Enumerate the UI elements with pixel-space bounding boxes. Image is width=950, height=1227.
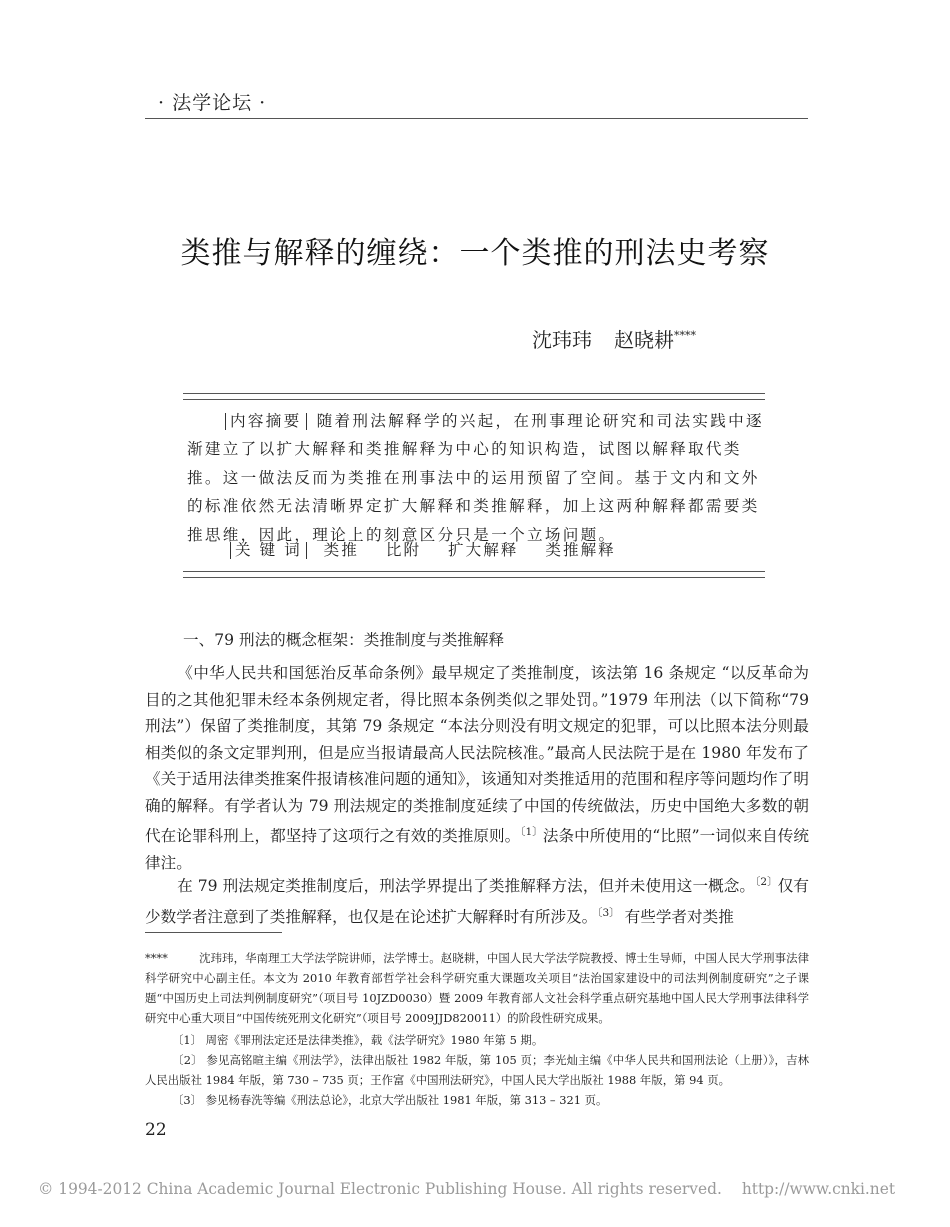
keyword: 类推 (323, 541, 359, 559)
footnote-text: 参见高铭暄主编《刑法学》，法律出版社 1982 年版，第 105 页；李光灿主编《中华人民共和国刑法论（上册）》，吉林人民出版社 1984 年版，第 730 – 735 页；王作富《中国刑法研究》，中国人民大学出版社 1988 年版，第 94 页。 (145, 1053, 809, 1087)
section-heading: 一、79 刑法的概念框架：类推制度与类推解释 (183, 631, 505, 649)
footnote-mark: 〔1〕 (172, 1033, 203, 1047)
footnote-ref[interactable]: 〔2〕 (755, 876, 778, 888)
author-name: 赵晓耕 (614, 328, 674, 352)
abstract-text: 随着刑法解释学的兴起，在刑事理论研究和司法实践中逐渐建立了以扩大解释和类推解释为中心的知识构造，试图以解释取代类推。这一做法反而为类推在刑事法中的运用预留了空间。基于文内和文外的标准依然无法清晰界定扩大解释和类推解释，加上这两种解释都需要类推思维，因此，理论上的刻意区分只是一个立场问题。 (187, 412, 764, 544)
abstract (187, 407, 767, 549)
abstract-bottom-rule (183, 571, 765, 578)
copyright-text: © 1994-2012 China Academic Journal Electronic Publishing House. All rights reserved. (38, 1180, 722, 1198)
column-label: · 法学论坛 · (158, 92, 267, 114)
keywords (230, 538, 636, 560)
paragraph-text: 《中华人民共和国惩治反革命条例》最早规定了类推制度，该法第 16 条规定 “以反革命为目的之其他犯罪未经本条例规定者，得比照本条例类似之罪处罚。”1979 年刑法（以下简称“79 刑法”）保留了类推制度，其第 79 条规定 “本法分则没有明文规定的犯罪，可以比照本法分则最相类似的条文定罪判刑，但是应当报请最高人民法院核准。”最高人民法院于是在 1980 年发布了《关于适用法律类推案件报请核准问题的通知》，该通知对类推适用的范围和程序等问题均作了明确的解释。有学者认为 79 刑法规定的类推制度延续了中国的传统做法，历史中国绝大多数的朝代在论罪科刑上，都坚持了这项行之有效的类推原则。 (145, 664, 809, 845)
copyright-footer (38, 1180, 895, 1198)
footnote (145, 1090, 809, 1110)
footnote (145, 1030, 809, 1050)
abstract-label: 内容摘要 (225, 413, 307, 430)
paragraph-text: 仅有少数学者注意到了类推解释，也仅是在论述扩大解释时有所涉及。 (145, 877, 809, 926)
footnote-mark: 〔2〕 (172, 1053, 203, 1067)
footnote-ref[interactable]: 〔3〕 (597, 906, 620, 919)
footnote-author (145, 948, 809, 1028)
keyword: 类推解释 (545, 541, 616, 559)
footnote-ref[interactable]: 〔1〕 (520, 826, 543, 838)
article-title: 类推与解释的缠绕：一个类推的刑法史考察 (180, 236, 770, 271)
keywords-label: 关 键 词 (230, 542, 307, 559)
paragraph-text: 在 79 刑法规定类推制度后，刑法学界提出了类推解释方法，但并未使用这一概念。 (177, 877, 756, 895)
footnote-rule (145, 932, 282, 933)
author-footnote-mark: **** (674, 329, 696, 342)
footnote (145, 1050, 809, 1090)
footnote-text: 周密《罪刑法定还是法律类推》，载《法学研究》1980 年第 5 期。 (205, 1033, 544, 1047)
keyword: 比附 (385, 541, 422, 559)
author-name: 沈玮玮 (532, 328, 592, 352)
paragraph-text: 法条中所使用的“比照”一词似来自传统律注。 (145, 827, 809, 872)
footnote-mark: **** (145, 951, 168, 965)
page-number: 22 (145, 1120, 167, 1140)
source-url[interactable]: http://www.cnki.net (741, 1180, 895, 1198)
author-line (532, 324, 696, 353)
body-paragraph (145, 660, 809, 876)
footnote-mark: 〔3〕 (172, 1093, 203, 1107)
paragraph-text: 有些学者对类推 (619, 907, 734, 926)
footnote-text: 沈玮玮，华南理工大学法学院讲师，法学博士。赵晓耕，中国人民大学法学院教授、博士生导师，中国人民大学刑事法律科学研究中心副主任。本文为 2010 年教育部哲学社会科学研究重大课题攻关项目“法治国家建设中的司法判例制度研究”之子课题“中国历史上司法判例制度研究”（项目号 10JZD0030）暨 2009 年教育部人文社会科学重点研究基地中国人民大学刑事法律科学研究中心重大项目“中国传统死刑文化研究”（项目号 2009JJD820011）的阶段性研究成果。 (145, 951, 809, 1025)
keyword: 扩大解释 (448, 541, 519, 559)
abstract-top-rule (183, 393, 765, 400)
footnote-text: 参见杨春洗等编《刑法总论》，北京大学出版社 1981 年版，第 313 – 321 页。 (205, 1093, 608, 1107)
body-paragraph (145, 869, 809, 930)
header-rule (145, 118, 808, 119)
